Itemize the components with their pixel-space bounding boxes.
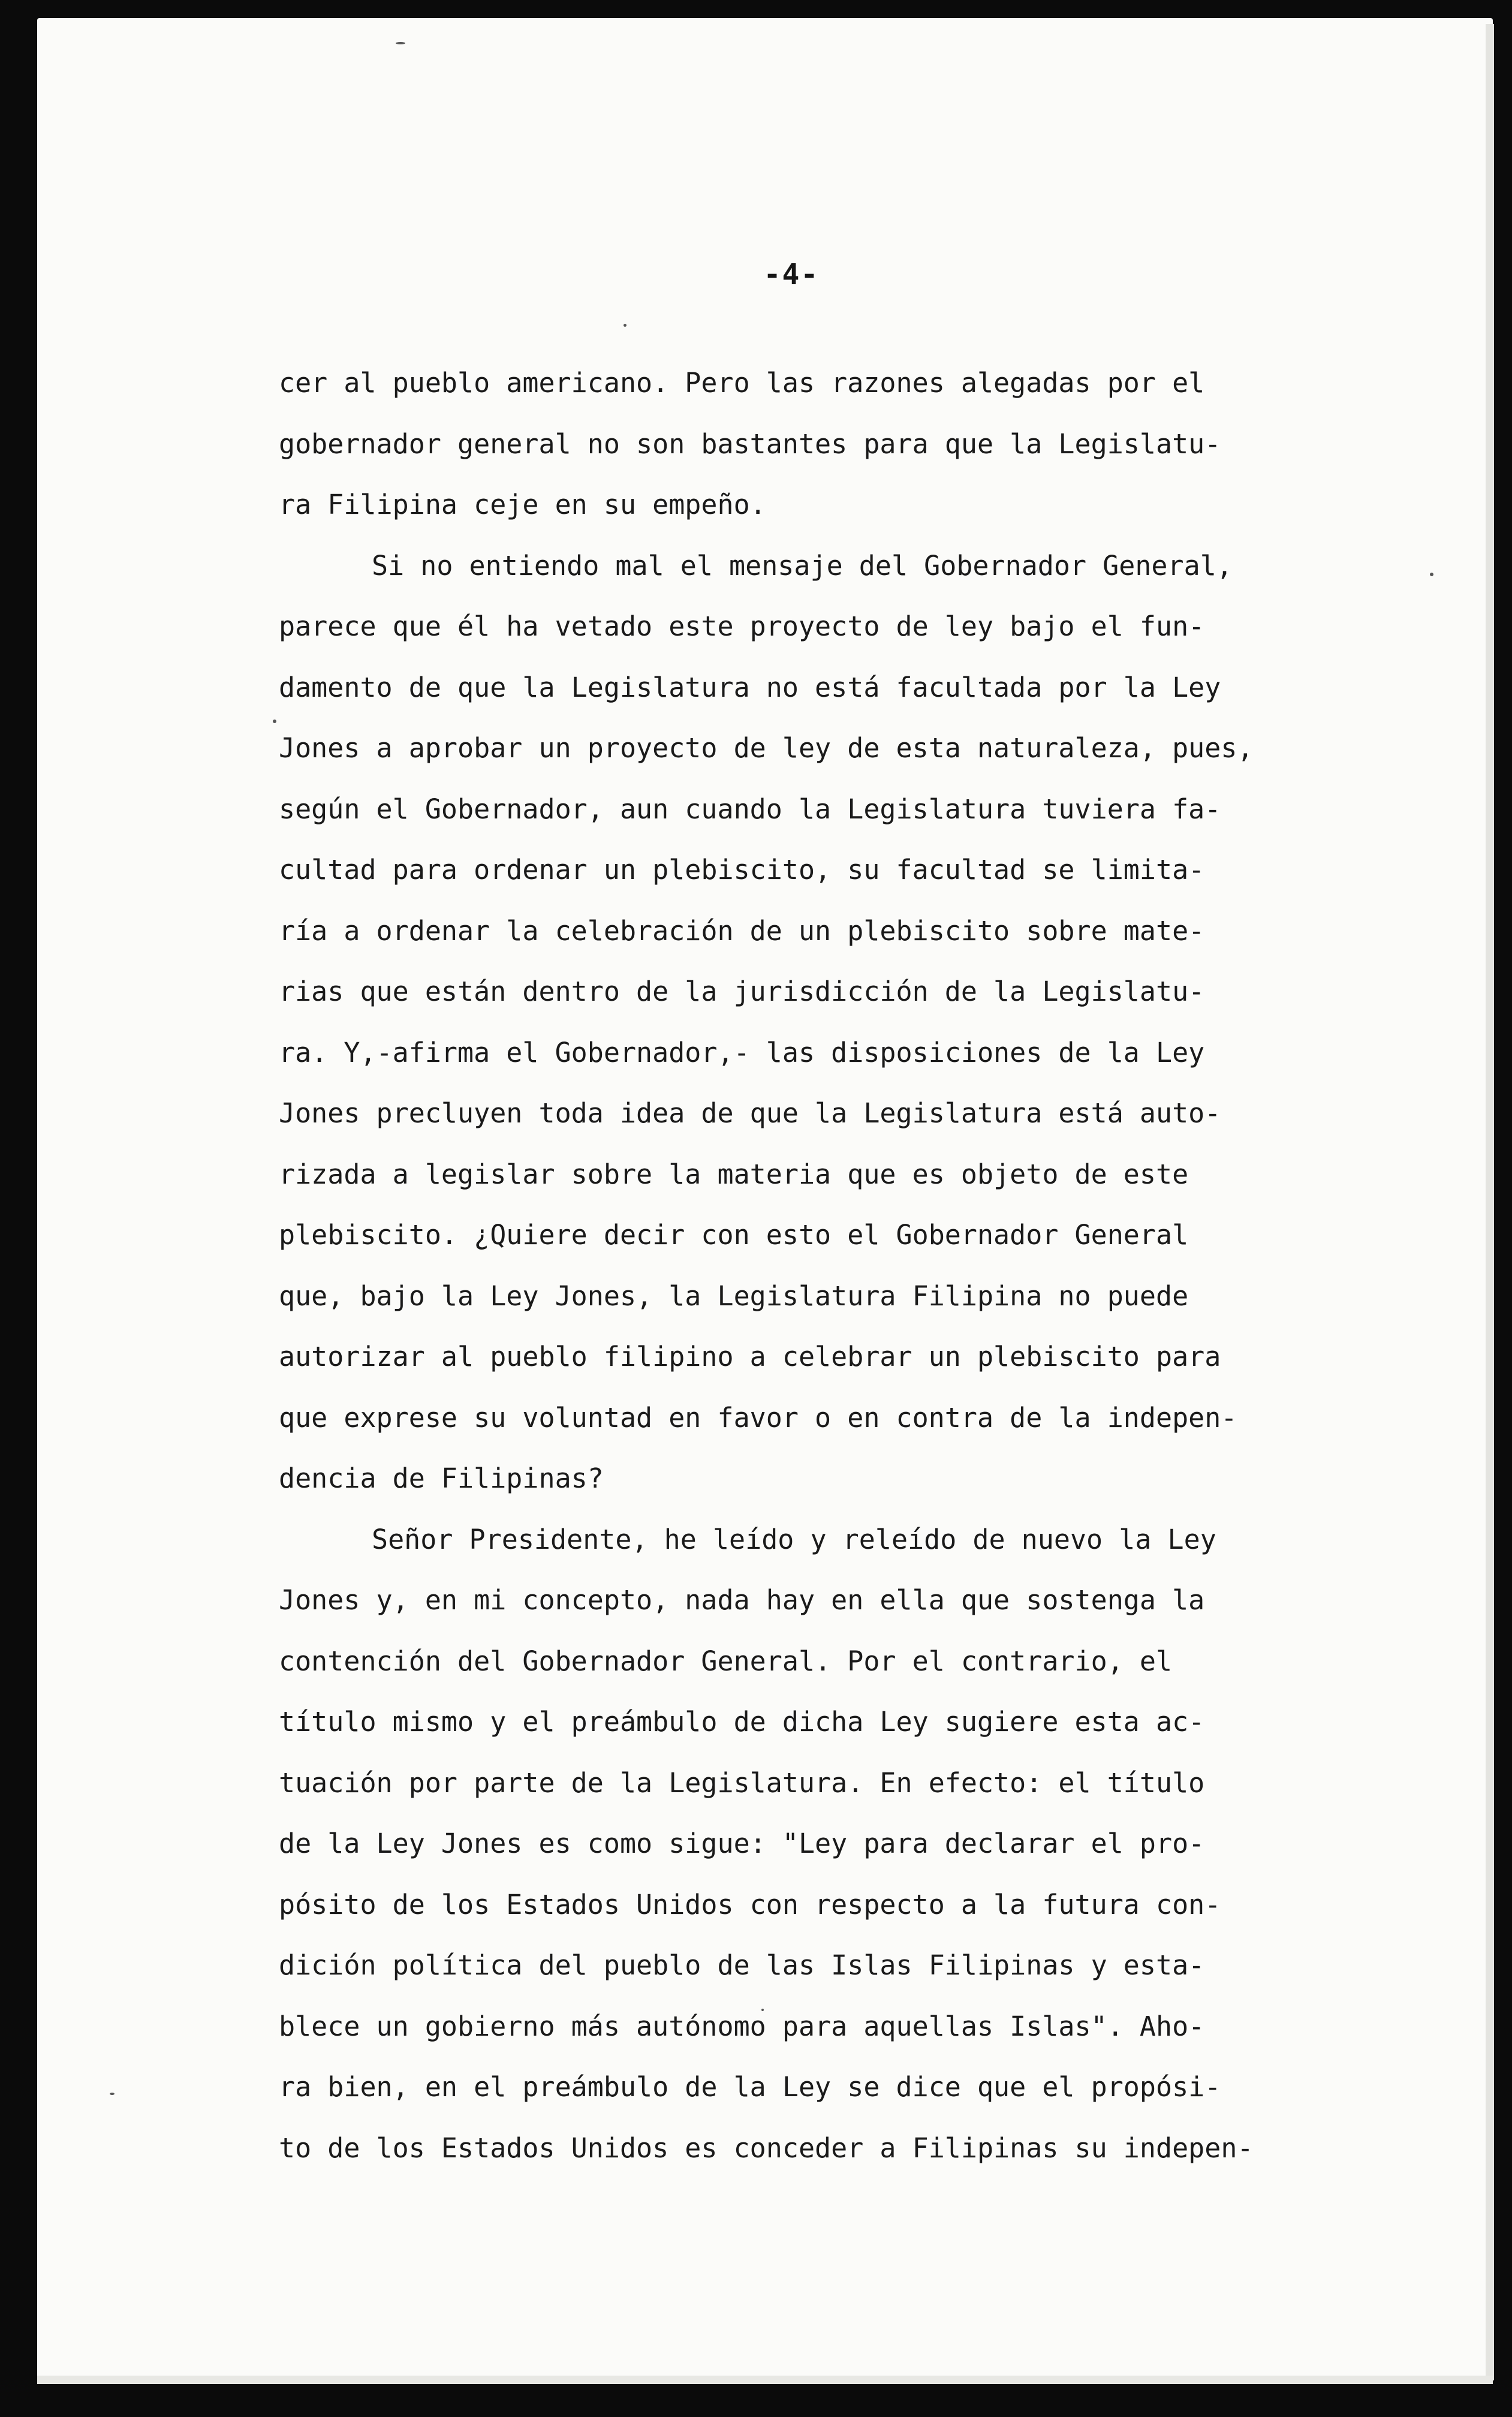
scan-speck xyxy=(273,720,276,723)
page-number: -4- xyxy=(763,258,820,291)
text-line: rias que están dentro de la jurisdicción de la Legislatu- xyxy=(279,976,1205,1007)
text-line: parece que él ha vetado este proyecto de ley bajo el fun- xyxy=(279,610,1205,642)
text-line: damento de que la Legislatura no está facultada por la Ley xyxy=(279,671,1221,703)
scan-speck xyxy=(110,2093,115,2095)
scan-speck xyxy=(396,42,405,44)
text-line: Jones precluyen toda idea de que la Legislatura está auto- xyxy=(279,1097,1221,1129)
text-line: Jones y, en mi concepto, nada hay en ella que sostenga la xyxy=(279,1584,1205,1616)
text-line: rizada a legislar sobre la materia que es objeto de este xyxy=(279,1158,1189,1190)
text-line: título mismo y el preámbulo de dicha Ley sugiere esta ac- xyxy=(279,1706,1205,1738)
text-line: cultad para ordenar un plebiscito, su facultad se limita- xyxy=(279,854,1205,886)
text-line: ría a ordenar la celebración de un plebiscito sobre mate- xyxy=(279,914,1205,947)
text-line: ra bien, en el preámbulo de la Ley se dice que el propósi- xyxy=(279,2071,1221,2103)
text-line: contención del Gobernador General. Por el contrario, el xyxy=(279,1645,1173,1677)
text-line: cer al pueblo americano. Pero las razones alegadas por el xyxy=(279,367,1205,399)
text-line: blece un gobierno más autónomo para aquellas Islas". Aho- xyxy=(279,2010,1205,2042)
text-line: ra. Y,-afirma el Gobernador,- las disposiciones de la Ley xyxy=(279,1036,1205,1068)
paper-bottom-edge xyxy=(37,2376,1493,2384)
text-line: pósito de los Estados Unidos con respecto a la futura con- xyxy=(279,1888,1221,1921)
text-line: ra Filipina ceje en su empeño. xyxy=(279,489,766,520)
text-line: de la Ley Jones es como sigue: "Ley para declarar el pro- xyxy=(279,1828,1205,1859)
text-line: Señor Presidente, he leído y releído de nuevo la Ley xyxy=(372,1523,1216,1555)
text-line: tuación por parte de la Legislatura. En efecto: el título xyxy=(279,1766,1205,1799)
text-line: to de los Estados Unidos es conceder a Filipinas su indepen- xyxy=(279,2132,1254,2164)
text-line: que exprese su voluntad en favor o en contra de la indepen- xyxy=(279,1401,1237,1434)
text-line: autorizar al pueblo filipino a celebrar un plebiscito para xyxy=(279,1341,1221,1372)
text-line: que, bajo la Ley Jones, la Legislatura Filipina no puede xyxy=(279,1280,1189,1312)
text-line: dición política del pueblo de las Islas Filipinas y esta- xyxy=(279,1949,1205,1981)
text-line: plebiscito. ¿Quiere decir con esto el Gobernador General xyxy=(279,1219,1189,1251)
text-line: dencia de Filipinas? xyxy=(279,1462,604,1494)
scan-speck xyxy=(1430,573,1433,576)
text-line: Si no entiendo mal el mensaje del Gobernador General, xyxy=(372,549,1233,582)
document-body xyxy=(279,353,1370,2178)
text-line: gobernador general no son bastantes para que la Legislatu- xyxy=(279,428,1221,460)
paper-right-edge xyxy=(1486,24,1494,2380)
text-line: según el Gobernador, aun cuando la Legislatura tuviera fa- xyxy=(279,793,1221,825)
scan-speck xyxy=(624,324,627,327)
text-line: Jones a aprobar un proyecto de ley de esta naturaleza, pues, xyxy=(279,732,1254,764)
